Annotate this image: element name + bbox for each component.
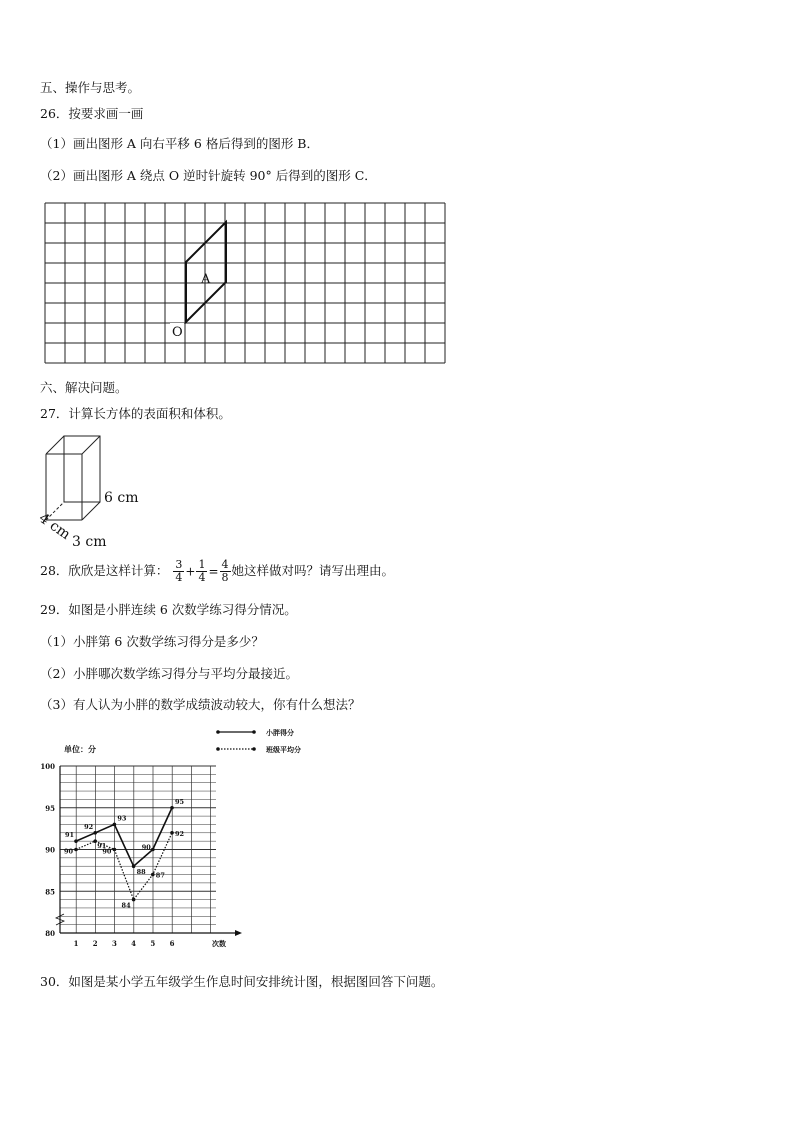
fraction-2 [196,559,207,584]
x-tick-label: 1 [73,939,79,948]
label-o: O [172,325,183,340]
fraction-1-numerator: 3 [175,558,183,571]
legend-marker [252,747,256,751]
y-tick-label: 85 [45,887,55,897]
question-26-part-2: （2）画出图形 A 绕点 O 逆时针旋转 90° 后得到的图形 C． [40,168,377,183]
equals-sign: = [208,564,219,579]
question-30-title: 30．如图是某小学五年级学生作息时间安排统计图，根据图回答下问题。 [40,974,444,989]
data-label: 90 [63,847,73,856]
data-label: 92 [84,822,94,831]
question-28 [40,556,394,587]
fraction-2-denominator: 4 [198,571,206,584]
question-29-title: 29．如图是小胖连续 6 次数学练习得分情况。 [40,602,297,617]
fraction-3-denominator: 8 [221,571,229,584]
data-point [132,898,136,902]
x-tick-label: 3 [111,939,117,948]
fraction-1-denominator: 4 [175,571,183,584]
y-tick-label: 95 [45,803,55,813]
question-26-title: 26．按要求画一画 [40,106,144,121]
data-point [113,848,117,852]
x-tick-label: 5 [150,939,156,948]
legend-marker [216,747,220,751]
data-label: 91 [64,831,74,840]
question-29-part-3: （3）有人认为小胖的数学成绩波动较大，你有什么想法？ [40,697,361,712]
cuboid-height-label: 6 cm [104,490,139,506]
question-27-title: 27．计算长方体的表面积和体积。 [40,406,231,421]
question-29-part-2: （2）小胖哪次数学练习得分与平均分最接近。 [40,666,298,681]
data-label: 87 [155,871,165,880]
x-tick-label: 2 [92,939,98,948]
grid-figure [44,202,446,370]
data-label: 90 [102,847,112,856]
fraction-3 [220,559,231,584]
legend-marker [216,730,220,734]
section-heading-5: 五、操作与思考。 [40,80,141,95]
data-point [151,848,155,852]
data-point [74,839,78,843]
data-point [170,831,174,835]
data-label: 91 [97,842,107,851]
data-point [170,806,174,810]
cuboid-width-label: 3 cm [72,534,107,550]
data-label: 90 [141,843,151,852]
cuboid-depth-label: 4 cm [35,510,74,544]
score-line-chart [34,722,334,967]
legend-label: 班级平均分 [266,745,301,754]
legend-marker [252,730,256,734]
fraction-1 [173,559,184,584]
x-axis-label: 次数 [212,939,226,948]
x-tick-label: 6 [169,939,175,948]
data-label: 88 [136,868,146,877]
section-heading-6: 六、解决问题。 [40,380,128,395]
x-tick-label: 4 [131,939,137,948]
data-point [132,864,136,868]
data-point [113,823,117,827]
data-point [74,848,78,852]
data-point [151,873,155,877]
question-28-prefix: 28．欣欣是这样计算： [40,563,169,578]
legend-label: 小胖得分 [266,728,294,737]
question-28-suffix: 她这样做对吗？请写出理由。 [231,563,395,578]
question-29-part-1: （1）小胖第 6 次数学练习得分是多少？ [40,634,264,649]
question-26-part-1: （1）画出图形 A 向右平移 6 格后得到的图形 B． [40,136,319,151]
data-label: 92 [175,829,185,838]
cuboid-figure [34,430,154,552]
fraction-3-numerator: 4 [221,558,229,571]
fraction-2-numerator: 1 [198,558,206,571]
data-label: 84 [121,901,131,910]
data-label: 95 [175,797,185,806]
y-tick-label: 80 [45,929,55,938]
data-point [93,831,97,835]
plus-sign: + [185,564,196,579]
y-tick-label: 90 [45,845,55,855]
chart-unit-label: 单位：分 [64,744,96,754]
label-a: A [201,272,211,287]
data-label: 93 [117,814,127,823]
y-tick-label: 100 [40,762,55,771]
